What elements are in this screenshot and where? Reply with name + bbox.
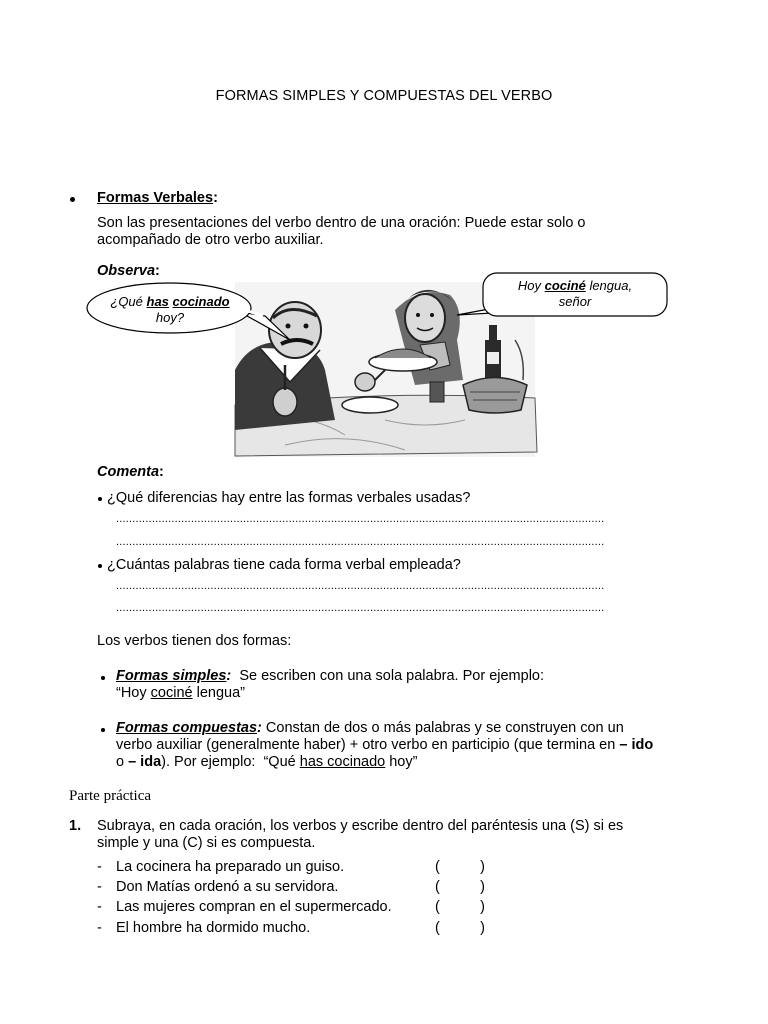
compuestas-line3-c: ). Por ejemplo: “Qué [161,754,300,770]
formas-simples-colon: : [226,668,232,684]
exercise-instruction-line1: Subraya, en cada oración, los verbos y escribe dentro del paréntesis una (S) si es [97,818,624,834]
bubble-right-line1 [484,278,666,294]
parte-practica-heading: Parte práctica [69,788,152,804]
comenta-label [97,464,164,481]
exercise-item-text: El hombre ha dormido mucho. [116,920,311,936]
definition-line-2: acompañado de otro verbo auxiliar. [97,232,324,248]
answer-parenthesis[interactable]: ( ) [435,899,485,915]
example-underlined: cociné [150,685,193,701]
answer-parenthesis[interactable]: ( ) [435,859,485,875]
bubble-left-pre: ¿Qué [110,294,147,309]
bubble-right-pre: Hoy [517,278,545,293]
formas-compuestas-line3 [116,754,417,771]
item-dash: - [97,879,102,895]
answer-parenthesis[interactable]: ( ) [435,920,485,936]
bullet-icon [98,497,102,501]
bullet-icon [101,728,105,732]
bubble-left-cocinado: cocinado [172,294,230,309]
bubble-left-line1 [90,294,250,310]
observa-colon: : [155,263,160,279]
formas-compuestas-colon: : [257,720,262,736]
section-heading-formas-verbales [97,190,218,207]
example-pre: “Hoy [116,685,151,701]
definition-line-1: Son las presentaciones del verbo dentro de una oración: Puede estar solo o [97,215,586,231]
answer-parenthesis[interactable]: ( ) [435,879,485,895]
formas-compuestas-text: Constan de dos o más palabras y se construyen con un [261,720,624,736]
formas-compuestas-label: Formas compuestas [116,720,258,736]
bullet-icon [98,564,102,568]
answer-line[interactable]: ...................................................................................................................................................... [116,536,605,548]
formas-compuestas-line1 [116,720,697,737]
bubble-right-line2: señor [558,294,592,309]
bubble-right-cocine: cociné [544,278,586,293]
exercise-number: 1. [69,818,82,834]
answer-line[interactable]: ...................................................................................................................................................... [116,580,605,592]
bubble-left-line2: hoy? [155,310,185,325]
formas-simples-label: Formas simples [116,668,227,684]
formas-simples-example [116,685,245,702]
speech-bubble-right-text [484,278,666,310]
compuestas-line2-text: verbo auxiliar (generalmente haber) + otro verbo en participio (que termina en [116,737,620,753]
observa-text: Observa [97,263,156,279]
formas-simples-line [116,668,544,685]
bullet-icon [101,676,105,680]
bullet-icon [70,197,75,202]
question-2: ¿Cuántas palabras tiene cada forma verbal empleada? [107,557,461,573]
formas-compuestas-line2 [116,737,697,754]
exercise-item-text: La cocinera ha preparado un guiso. [116,859,345,875]
comenta-text: Comenta [97,464,160,480]
item-dash: - [97,859,102,875]
answer-line[interactable]: ...................................................................................................................................................... [116,513,605,525]
bubble-left-has: has [146,294,169,309]
heading-text: Formas Verbales [97,190,214,206]
formas-simples-text: Se escriben con una sola palabra. Por ejemplo: [231,668,545,684]
compuestas-line3-d: hoy” [385,754,418,770]
exercise-item-text: Don Matías ordenó a su servidora. [116,879,339,895]
question-1: ¿Qué diferencias hay entre las formas verbales usadas? [107,490,471,506]
answer-line[interactable]: ...................................................................................................................................................... [116,602,605,614]
bubble-right-post: lengua, [585,278,633,293]
compuestas-example-underlined: has cocinado [299,754,386,770]
compuestas-ida: – ida [128,754,162,770]
item-dash: - [97,899,102,915]
item-dash: - [97,920,102,936]
speech-bubble-left-text [90,294,250,326]
heading-colon: : [213,190,218,206]
intro-text: Los verbos tienen dos formas: [97,633,292,649]
comenta-colon: : [159,464,164,480]
page-title: FORMAS SIMPLES Y COMPUESTAS DEL VERBO [215,88,553,104]
compuestas-ido: – ido [619,737,654,753]
exercise-item-text: Las mujeres compran en el supermercado. [116,899,392,915]
example-post: lengua” [192,685,245,701]
exercise-instruction-line2: simple y una (C) si es compuesta. [97,835,316,851]
compuestas-line3-a: o [116,754,129,770]
